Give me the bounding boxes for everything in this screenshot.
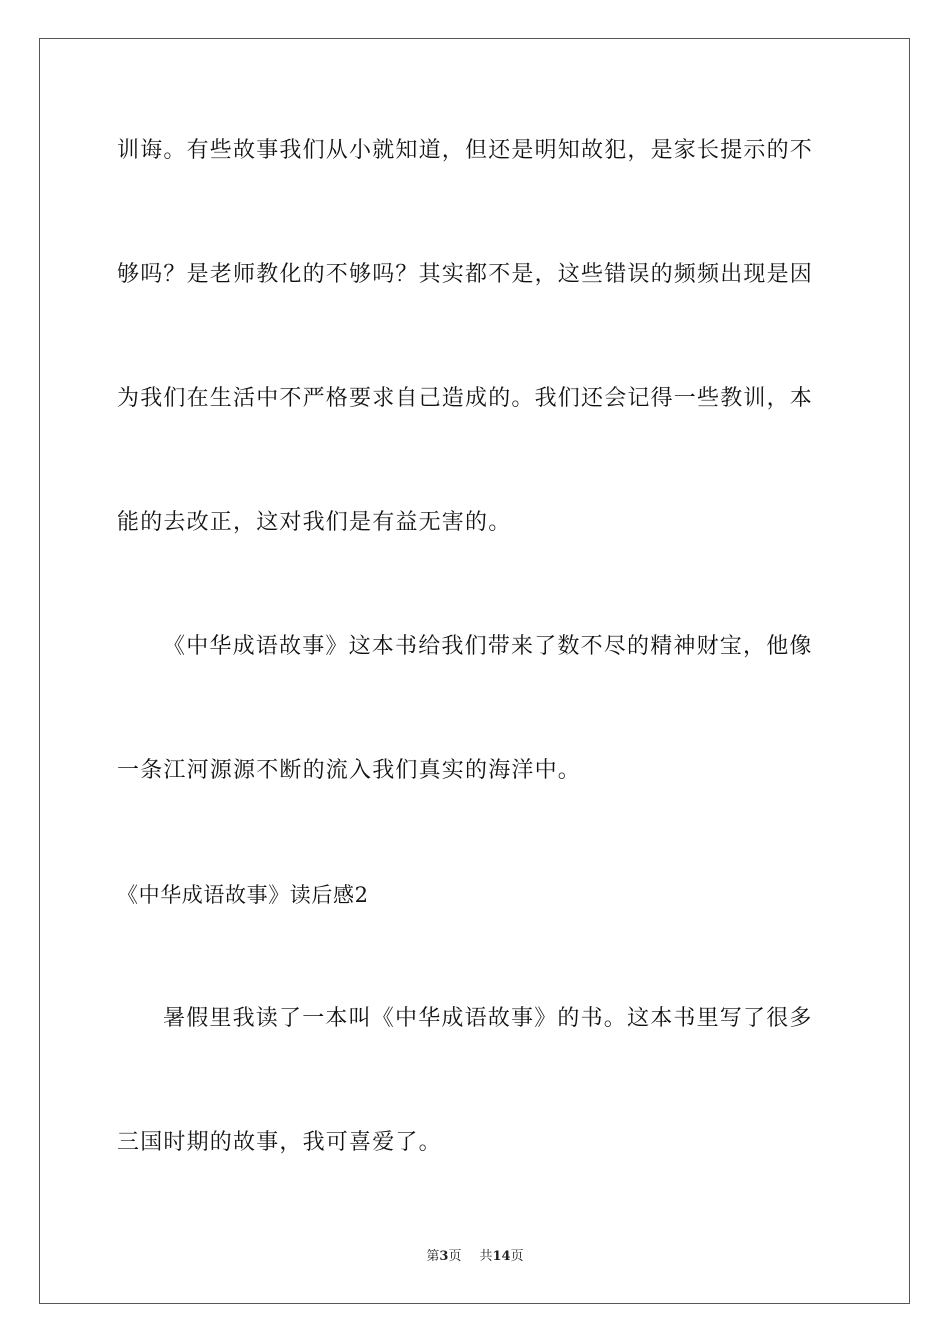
body-text-line: 三国时期的故事，我可喜爱了。 — [117, 1130, 442, 1155]
body-text-line: 一条江河源源不断的流入我们真实的海洋中。 — [117, 758, 582, 783]
body-text-line: 能的去改正，这对我们是有益无害的。 — [117, 510, 512, 535]
paragraph-first-line: 暑假里我读了一本叫《中华成语故事》的书。这本书里写了很多 — [163, 1006, 813, 1031]
page-number: 3 — [439, 1249, 449, 1264]
total-suffix: 页 — [510, 1249, 524, 1264]
body-text-line: 训诲。有些故事我们从小就知道，但还是明知故犯，是家长提示的不 — [117, 138, 814, 163]
page-prefix: 第 — [426, 1249, 440, 1264]
body-text-line: 够吗？是老师教化的不够吗？其实都不是，这些错误的频频出现是因 — [117, 262, 814, 287]
page-border — [39, 38, 910, 1304]
total-pages: 14 — [492, 1249, 511, 1264]
page-footer — [0, 1248, 950, 1266]
paragraph-first-line: 《中华成语故事》这本书给我们带来了数不尽的精神财宝，他像 — [163, 634, 813, 659]
body-text-line: 为我们在生活中不严格要求自己造成的。我们还会记得一些教训，本 — [117, 386, 814, 411]
page-suffix: 页 — [448, 1249, 462, 1264]
section-heading: 《中华成语故事》读后感2 — [117, 883, 369, 907]
total-prefix: 共 — [479, 1249, 493, 1264]
